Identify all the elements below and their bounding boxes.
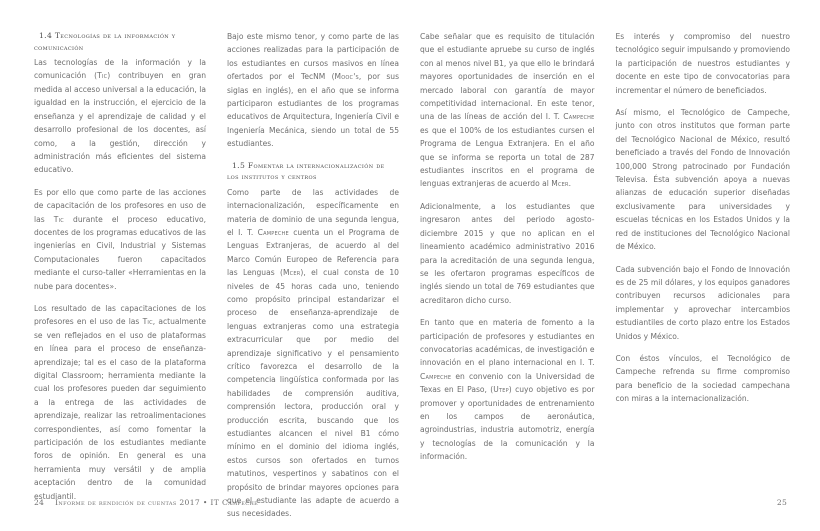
paragraph: Como parte de las actividades de internacionalización, específicamente en materia de dominio de una segunda lengua, el I. T. Campeche cuenta un el Programa de Lenguas Extranjeras, de acuerdo al del Marco Común Europeo de Referencia para las Lenguas (Mcer), el cual consta de 10 niveles de 45 horas cada uno, teniendo como propósito principal estandarizar el proceso de enseñanza-aprendizaje de lenguas extranjeras como una estrategia extracurricular que por medio del aprendizaje significativo y el pensamiento crítico favorezca el desarrollo de la competencia lingüística conformada por las habilidades de comprensión auditiva, comprensión lectora, producción oral y producción escrita, buscando que los estudiantes alcancen el nivel B1 cómo mínimo en el dominio del idioma inglés, estos cursos son ofertados en turnos matutinos, vespertinos y sabatinos con el propósito de brindar mayores opciones para que el estudiante las adapte de acuerdo a sus necesidades. <box>227 187 399 519</box>
institution-name: Campeche <box>420 371 452 381</box>
text-column-3 <box>420 30 595 485</box>
paragraph: Bajo este mismo tenor, y como parte de las acciones realizadas para la participación de los estudiantes en cursos masivos en línea ofertados por el TecNM (Mooc's, por sus siglas en inglés), en el año que se informa participaron estudiantes de los programas educativos de Arquitectura, Ingeniería Civil e Ingeniería Mecánica, siendo un total de 55 estudiantes. <box>227 32 399 149</box>
acronym: Tic <box>97 71 108 81</box>
text-column-4 <box>616 30 791 485</box>
acronym: Tic <box>53 214 64 224</box>
paragraph: Los resultado de las capacitaciones de los profesores en el uso de las Tic, actualmente se ven reflejados en el uso de plataformas en línea para el proceso de enseñanza-aprendizaje; tal es el caso de la plataforma digital Classroom; herramienta mediante la cual los profesores pueden dar seguimiento a la entrega de las actividades de aprendizaje, realizar las retroalimentaciones correspondientes, así como fomentar la participación de los estudiantes mediante foros de opinión. En general es una herramienta muy versátil y de amplia aceptación dentro de la comunidad estudiantil. <box>34 303 206 501</box>
institution-name: Campeche <box>563 112 595 122</box>
acronym: Mcer <box>282 268 301 278</box>
paragraph: Es interés y compromiso del nuestro tecnológico seguir impulsando y promoviendo la participación de nuestros estudiantes y docente en este tipo de convocatorias para incrementar el número de beneficiados. <box>615 32 791 95</box>
page-right-columns <box>420 30 790 485</box>
paragraph: Las tecnologías de la información y la comunicación (Tic) contribuyen en gran medida al acceso universal a la educación, la igualdad en la instrucción, el ejercicio de la enseñanza y el aprendizaje de calidad y el desarrollo profesional de los docentes, así como, a la gestión, dirección y administración más eficientes del sistema educativo. <box>34 58 207 175</box>
acronym: Mcer <box>551 179 569 189</box>
text-column-2 <box>227 30 399 519</box>
text-column-1 <box>34 30 207 501</box>
acronym: Tic <box>142 317 153 327</box>
acronym: Mooc's <box>334 72 359 82</box>
institution-name: Campeche <box>257 227 289 237</box>
footer-right <box>777 498 787 507</box>
paragraph: En tanto que en materia de fomento a la participación de profesores y estudiantes en convocatorias académicas, de investigación e innovación en el plano internacional en I. T. Campeche en convenio con la Universidad de Texas en El Paso, (Utep) cuyo objetivo es por promover y oportunidades de entrenamiento en los campos de aeronáutica, agroindustrias, industria automotriz, energía y tecnologías de la comunicación y la información. <box>420 318 595 462</box>
paragraph: Cada subvención bajo el Fondo de Innovación es de 25 mil dólares, y los equipos ganadores contribuyen recursos adicionales para implementar y aprovechar intercambios estudiantiles de corto plazo entre los Estados Unidos y México. <box>615 264 790 341</box>
paragraph: Así mismo, el Tecnológico de Campeche, junto con otros institutos que forman parte del Tecnológico Nacional de México, resultó beneficiado a través del Fondo de Innovación 100,000 Strong patrocinado por Fundación Televisa. Ésta subvención apoya a nuevas alianzas de educación superior diseñadas exclusivamente para universidades y escuelas técnicas en los Estados Unidos y la red de instituciones del Tecnológico Nacional de México. <box>615 108 790 252</box>
section-heading-1-5: 1.5 Fomentar la internacionalización de los institutos y centros <box>227 160 385 182</box>
section-heading-1-4: 1.4 Tecnologías de la información y comunicación <box>34 31 176 52</box>
paragraph: Adicionalmente, a los estudiantes que ingresaron antes del periodo agosto-diciembre 2015 y que no aplican en el lineamiento académico administrativo 2016 para la acreditación de una segunda lengua, se les ofertaron programas específicos de inglés siendo un total de 769 estudiantes que acreditaron dicho curso. <box>420 201 595 305</box>
paragraph: Con éstos vínculos, el Tecnológico de Campeche refrenda su firme compromiso para beneficio de la sociedad campechana con miras a la internacionalización. <box>615 353 790 404</box>
acronym: Utep <box>493 385 509 395</box>
footer-left <box>34 498 258 507</box>
page-number-right: 25 <box>776 498 787 507</box>
page-right <box>410 0 820 531</box>
paragraph: Cabe señalar que es requisito de titulación que el estudiante apruebe su curso de inglés con al menos nivel B1, ya que ello le brindará mayores oportunidades de inserción en el mercado laboral con garantía de mayor competitividad internacional. En este tenor, una de las líneas de acción del I. T. Campeche es que el 100% de los estudiantes cursen el Programa de Lengua Extranjera. En el año que se informa se reporta un total de 287 estudiantes inscritos en el programa de lenguas extranjeras de acuerdo al Mcer. <box>420 32 595 189</box>
footer-running-title: Informe de rendición de cuentas 2017 • IT Campeche <box>55 498 259 507</box>
page-number-left: 24 <box>34 498 45 507</box>
paragraph: Es por ello que como parte de las acciones de capacitación de los profesores en uso de las Tic durante el proceso educativo, docentes de los programas educativos de las ingenierías en Civil, Industrial y Sistemas Computacionales fueron capacitados mediante el curso-taller «Herramientas en la nube para docentes». <box>34 187 206 291</box>
